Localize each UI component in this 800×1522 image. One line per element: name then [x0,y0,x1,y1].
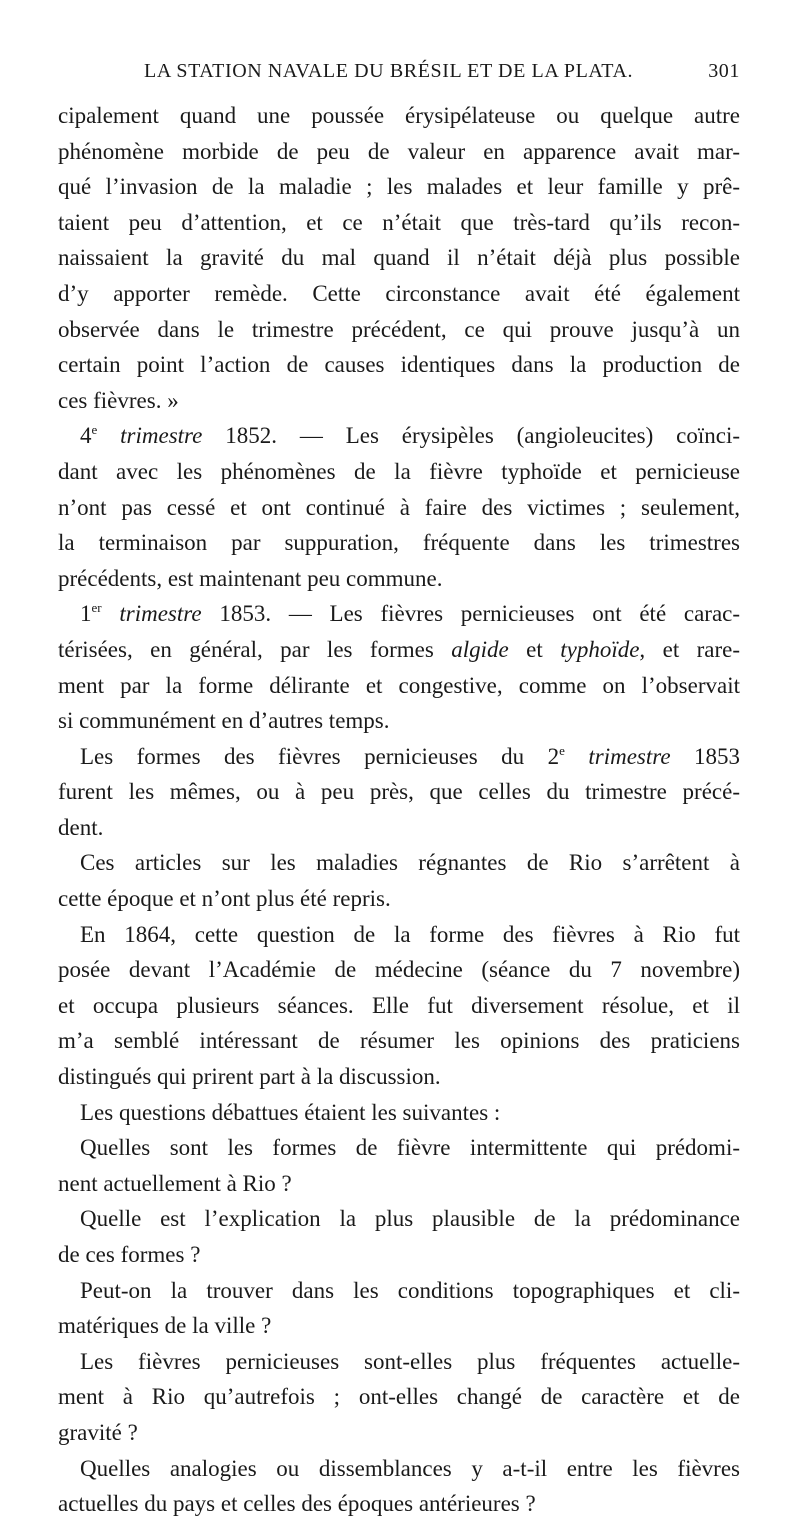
text-line: dent. [58,814,104,840]
text-line: m’a semblé intéressant de résumer les opinions des praticiens [58,1028,740,1054]
text-line: ment à Rio qu’autrefois ; ont-elles changé de caractère et de [58,1384,740,1410]
text-line: la terminaison par suppuration, fréquente dans les trimestres [58,530,740,556]
text-line: cipalement quand une poussée érysipélateuse ou quelque autre [58,103,740,128]
text-line: de ces formes ? [58,1242,201,1267]
ordinal-suffix: e [559,742,565,758]
text-line: observée dans le trimestre précédent, ce qui prouve jusqu’à un [58,316,740,342]
text-line: Quelle est l’explication la plus plausible de la prédominance [80,1206,740,1232]
text-line: cette époque et n’ont plus été repris. [58,886,391,912]
question-paragraph [58,1273,740,1344]
text-line: En 1864, cette question de la forme des fièvres à Rio fut [80,921,740,947]
text-line: térisées, en général, par les formes algide et typhoïde, et rare- [58,636,741,662]
text-line: certain point l’action de causes identiques dans la production de [58,352,740,378]
paragraph [58,917,740,1095]
trimester-number: 4 [80,423,92,449]
text-line: n’ont pas cessé et ont continué à faire des victimes ; seulement, [58,494,740,520]
text-line: gravité ? [58,1419,138,1445]
text-line: Les formes des fièvres pernicieuses du 2e trimestre 1853 [80,742,741,769]
trimester-year: 1852. [225,423,277,449]
paragraph-continuation [58,98,740,418]
text-line: 1er trimestre 1853. — Les fièvres pernicieuses ont été carac- [80,600,741,627]
running-title: LA STATION NAVALE DU BRÉSIL ET DE LA PLATA. [144,60,634,82]
text-line: nent actuellement à Rio ? [58,1170,292,1196]
text-line: naissaient la gravité du mal quand il n’était déjà plus possible [58,245,740,271]
question-paragraph [58,1130,740,1201]
main-text [58,98,740,1522]
text-line: 4e trimestre 1852. — Les érysipèles (angioleucites) coïnci- [80,422,741,449]
trimester-year: 1853. [219,601,272,627]
text-line: ment par la forme délirante et congestive, comme on l’observait [58,672,740,698]
text-line: posée devant l’Académie de médecine (séance du 7 novembre) [58,957,740,983]
text-line: distingués qui prirent part à la discussion. [58,1064,441,1090]
text-line: Les questions débattues étaient les suivantes : [80,1099,501,1125]
text-line: actuelles du pays et celles des époques antérieures ? [58,1491,536,1517]
text-line: phénomène morbide de peu de valeur en apparence avait mar- [58,138,740,164]
ordinal-suffix: e [91,422,98,438]
page-number: 301 [708,60,740,82]
text-line: Quelles analogies ou dissemblances y a-t-il entre les fièvres [80,1455,740,1481]
text-line: taient peu d’attention, et ce n’était que très-tard qu’ils recon- [58,209,740,235]
text-line: Peut-on la trouver dans les conditions topographiques et cli- [80,1277,740,1303]
paragraph [58,1095,740,1131]
paragraph-2nd-trimester-1853 [58,739,740,846]
trimester-label: trimestre [588,743,671,769]
trimester-number: 1 [80,601,92,627]
italic-term: typhoïde, [560,636,646,662]
text-line: Les fièvres pernicieuses sont-elles plus fréquentes actuelle- [80,1348,740,1374]
question-paragraph [58,1451,740,1522]
trimester-label: trimestre [120,423,203,449]
question-paragraph [58,1344,740,1451]
text-line: si communément en d’autres temps. [58,708,390,734]
text-line: matériques de la ville ? [58,1313,272,1339]
text-line: d’y apporter remède. Cette circonstance avait été également [58,280,740,306]
text-line: et occupa plusieurs séances. Elle fut diversement résolue, et il [58,992,740,1018]
paragraph-1st-trimester-1853 [58,596,740,738]
text-line: précédents, est maintenant peu commune. [58,565,443,591]
text-line: ces fièvres. » [58,387,179,413]
text-line: Ces articles sur les maladies régnantes de Rio s’arrêtent à [80,850,740,876]
paragraph-4th-trimester-1852 [58,418,740,596]
question-paragraph [58,1201,740,1272]
text-line: qué l’invasion de la maladie ; les malades et leur famille y prê- [58,174,740,200]
trimester-year: 1853 [694,743,741,769]
italic-term: algide [451,636,509,662]
ordinal-suffix: er [91,600,102,616]
text-line: furent les mêmes, ou à peu près, que celles du trimestre précé- [58,779,740,805]
paragraph [58,845,740,916]
text-line: Quelles sont les formes de fièvre intermittente qui prédomi- [80,1135,740,1161]
running-header [58,60,740,94]
text-line: dant avec les phénomènes de la fièvre typhoïde et pernicieuse [58,458,740,484]
trimester-label: trimestre [119,601,202,627]
